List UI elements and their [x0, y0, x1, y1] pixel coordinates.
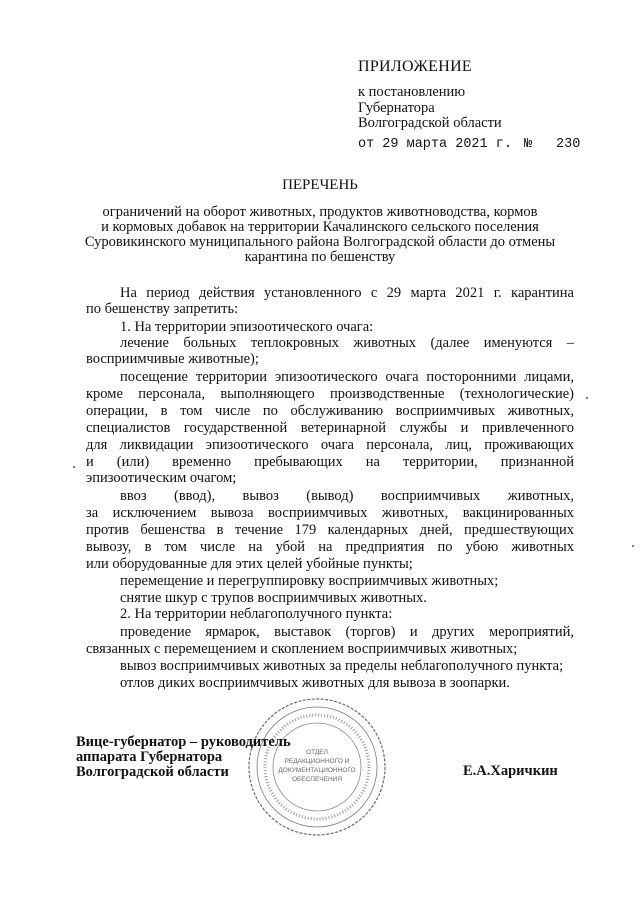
document-title: ПЕРЕЧЕНЬ — [282, 177, 358, 193]
decree-date: от 29 марта 2021 г. — [358, 137, 512, 152]
decree-number: 230 — [556, 137, 581, 152]
subtitle-line: ограничений на оборот животных, продуктов животноводства, кормов — [102, 204, 538, 220]
paragraph-line: проведение ярмарок, выставок (торгов) и других мероприятий, — [120, 624, 574, 640]
seal-text-line: ОБЕСПЕЧЕНИЯ — [291, 776, 343, 783]
paragraph-line: за исключением вывоза восприимчивых животных, вакцинированных — [86, 505, 574, 521]
paragraph-line: или оборудованные для этих целей убойные пункты; — [86, 556, 413, 572]
paragraph-line: специалистов государственной ветеринарной службы и привлеченного — [86, 420, 574, 436]
section-heading: 2. На территории неблагополучного пункта: — [120, 606, 393, 622]
paragraph-line: кроме персонала, выполняющего производственные (технологические) — [86, 386, 574, 402]
paragraph-line: вывозу, в том числе на убой на предприятия по убою животных — [86, 539, 574, 555]
scan-speck — [586, 397, 588, 399]
signature-position-line: Волгоградской области — [76, 764, 229, 780]
seal-text-line: РЕДАКЦИОННОГО И — [284, 758, 350, 765]
paragraph-line: восприимчивые животные); — [86, 351, 259, 367]
official-seal-stamp — [246, 696, 388, 838]
scan-speck — [632, 545, 634, 547]
signatory-name: Е.А.Харичкин — [463, 763, 558, 779]
paragraph-line: На период действия установленного с 29 марта 2021 г. карантина — [120, 285, 574, 301]
paragraph-line: и (или) временно пребывающих на территории, признанной — [86, 454, 574, 470]
paragraph-line: снятие шкур с трупов восприимчивых животных. — [120, 590, 427, 606]
signature-position-line: аппарата Губернатора — [76, 749, 223, 765]
appendix-title: ПРИЛОЖЕНИЕ — [358, 58, 473, 75]
paragraph-line: операции, в том числе по обслуживанию восприимчивых животных, — [86, 403, 574, 419]
subtitle-line: и кормовых добавок на территории Качалинского сельского поселения — [101, 219, 539, 235]
appendix-ref-line-1: к постановлению — [358, 84, 466, 100]
appendix-ref-line-3: Волгоградской области — [358, 115, 502, 131]
paragraph-line: отлов диких восприимчивых животных для вывоза в зоопарки. — [120, 675, 510, 691]
section-heading: 1. На территории эпизоотического очага: — [120, 319, 374, 335]
paragraph-line: лечение больных теплокровных животных (далее именуются – — [120, 335, 574, 351]
paragraph-line: для ликвидации эпизоотического очага персонала, лиц, проживающих — [86, 437, 574, 453]
scan-speck — [73, 466, 75, 468]
paragraph-line: по бешенству запретить: — [86, 301, 239, 317]
seal-text-line: ОТДЕЛ — [306, 749, 328, 756]
subtitle-line: Суровикинского муниципального района Волгоградской области до отмены — [84, 234, 556, 250]
decree-number-sign: № — [524, 137, 533, 152]
paragraph-line: ввоз (ввод), вывоз (вывод) восприимчивых животных, — [120, 488, 574, 504]
signature-position-line: Вице-губернатор – руководитель — [76, 734, 291, 750]
paragraph-line: против бешенства в течение 179 календарных дней, предшествующих — [86, 522, 574, 538]
paragraph-line: вывоз восприимчивых животных за пределы неблагополучного пункта; — [120, 658, 564, 674]
paragraph-line: эпизоотическим очагом; — [86, 470, 237, 486]
paragraph-line: посещение территории эпизоотического очага посторонними лицами, — [120, 369, 574, 385]
subtitle-line: карантина по бешенству — [244, 249, 396, 265]
appendix-ref-line-2: Губернатора — [358, 100, 435, 116]
paragraph-line: связанных с перемещением и скоплением восприимчивых животных; — [86, 641, 518, 657]
seal-text-line: ДОКУМЕНТАЦИОННОГО — [278, 767, 356, 774]
paragraph-line: перемещение и перегруппировку восприимчивых животных; — [120, 573, 499, 589]
